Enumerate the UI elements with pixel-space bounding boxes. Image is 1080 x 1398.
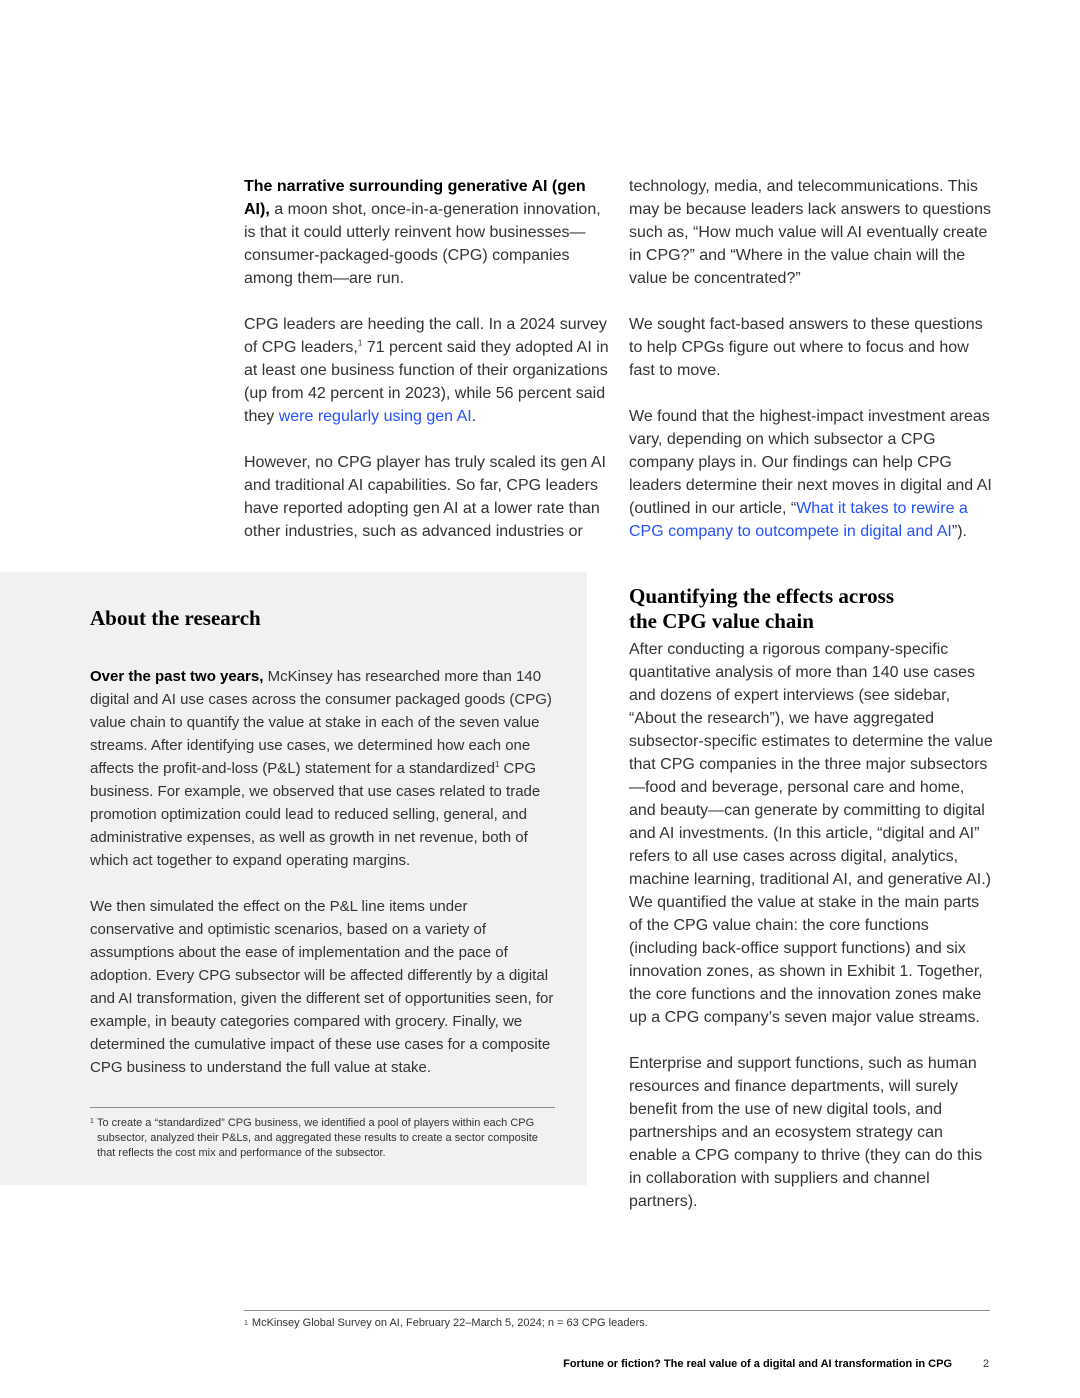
sidebar-text-a: McKinsey has researched more than 140 digital and AI use cases across the consumer packaged goods (CPG) value chain to quantify the value at stake in each of the seven value streams. After identifying use cases, we determined how each one affects the profit-and-loss (P&L) statement for a standardized [90, 668, 552, 777]
survey-text-a: CPG leaders are heeding the call. In a 2024 survey of CPG leaders, [244, 316, 607, 356]
rewire-article-link[interactable]: What it takes to rewire a CPG company to outcompete in digital and AI [629, 500, 968, 540]
sidebar-footnote [90, 1116, 555, 1161]
sidebar-divider [90, 1107, 555, 1108]
findings-paragraph [629, 405, 994, 543]
running-footer-title: Fortune or fiction? The real value of a digital and AI transformation in CPG [563, 1358, 952, 1370]
page-number: 2 [983, 1358, 990, 1370]
findings-text-a: We found that the highest-impact investment areas vary, depending on which subsector a CPG company plays in. Our findings can help CPG leaders determine their next moves in digital and AI (outlined in our article, “ [629, 408, 992, 517]
scaling-paragraph: However, no CPG player has truly scaled its gen AI and traditional AI capabilities. So far, CPG leaders have reported adopting gen AI at a lower rate than other industries, such as advanced industries or [244, 454, 606, 540]
page-footnote [244, 1316, 990, 1331]
section-heading [629, 584, 994, 634]
sidebar-text-b: CPG business. For example, we observed that use cases related to trade promotion optimization could lead to reduced selling, general, and administrative expenses, as well as growth in net revenue, both of which act together to expand operating margins. [90, 760, 541, 869]
fact-based-paragraph: We sought fact-based answers to these questions to help CPGs figure out where to focus and how fast to move. [629, 316, 983, 379]
intro-lead: The narrative surrounding generative AI (gen AI), [244, 178, 586, 218]
sidebar-paragraph-2: We then simulated the effect on the P&L line items under conservative and optimistic scenarios, based on a variety of assumptions about the ease of implementation and the pace of adoption. Every CPG subsector will be affected differently by a digital and AI transformation, given the different set of opportunities seen, for example, in beauty categories compared with grocery. Finally, we determined the cumulative impact of these use cases for a composite CPG business to understand the full value at stake. [90, 898, 554, 1076]
sidebar-footnote-text: To create a “standardized” CPG business, we identified a pool of players within each CPG subsector, analyzed their P&Ls, and aggregated these results to create a sector composite that reflects the cost mix and performance of the subsector. [97, 1117, 538, 1159]
about-research-sidebar [0, 572, 587, 1185]
survey-paragraph [244, 313, 609, 428]
survey-text-c: . [471, 408, 477, 425]
section-heading-line-1: Quantifying the effects across [629, 584, 894, 608]
sidebar-lead: Over the past two years, [90, 668, 264, 685]
left-column [244, 175, 609, 543]
industries-paragraph: technology, media, and telecommunications. This may be because leaders lack answers to questions such as, “How much value will AI eventually create in CPG?” and “Where in the value chain will the value be concentrated?” [629, 178, 991, 287]
page-footnote-text: McKinsey Global Survey on AI, February 22–March 5, 2024; n = 63 CPG leaders. [251, 1317, 648, 1329]
intro-paragraph [244, 175, 609, 290]
sidebar-footnote-mark: 1 [90, 1118, 94, 1125]
sidebar-paragraph-1 [90, 665, 555, 872]
intro-text: a moon shot, once-in-a-generation innovation, is that it could utterly reinvent how businesses—consumer-packaged-goods (CPG) companies among them—are run. [244, 201, 601, 287]
page-footnote-mark: 1 [244, 1320, 248, 1327]
sidebar-footnote-ref: 1 [494, 760, 500, 769]
survey-text-b: 71 percent said they adopted AI in at least one business function of their organizations (up from 42 percent in 2023), while 56 percent said they [244, 339, 609, 425]
gen-ai-usage-link[interactable]: were regularly using gen AI [278, 408, 472, 425]
section-heading-line-2: the CPG value chain [629, 609, 814, 633]
enterprise-paragraph: Enterprise and support functions, such as human resources and finance departments, will surely benefit from the use of new digital tools, and partnerships and an ecosystem strategy can enable a CPG company to thrive (they can do this in collaboration with suppliers and channel partners). [629, 1055, 983, 1210]
sidebar-heading: About the research [90, 606, 261, 630]
findings-text-b: ”). [951, 523, 967, 540]
analysis-paragraph: After conducting a rigorous company-specific quantitative analysis of more than 140 use cases and dozens of expert interviews (see sidebar, “About the research”), we have aggregated subsector-specific estimates to determine the value that CPG companies in the three major subsectors—food and beverage, personal care and home, and beauty—can generate by committing to digital and AI investments. (In this article, “digital and AI” refers to all use cases across digital, analytics, machine learning, traditional AI, and generative AI.) We quantified the value at stake in the main parts of the CPG value chain: the core functions (including back-office support functions) and six innovation zones, as shown in Exhibit 1. Together, the core functions and the innovation zones make up a CPG company’s seven major value streams. [629, 641, 993, 1026]
right-column [629, 175, 994, 543]
footnote-divider [244, 1310, 990, 1311]
footnote-ref: 1 [357, 338, 363, 348]
value-chain-section [629, 584, 994, 1213]
